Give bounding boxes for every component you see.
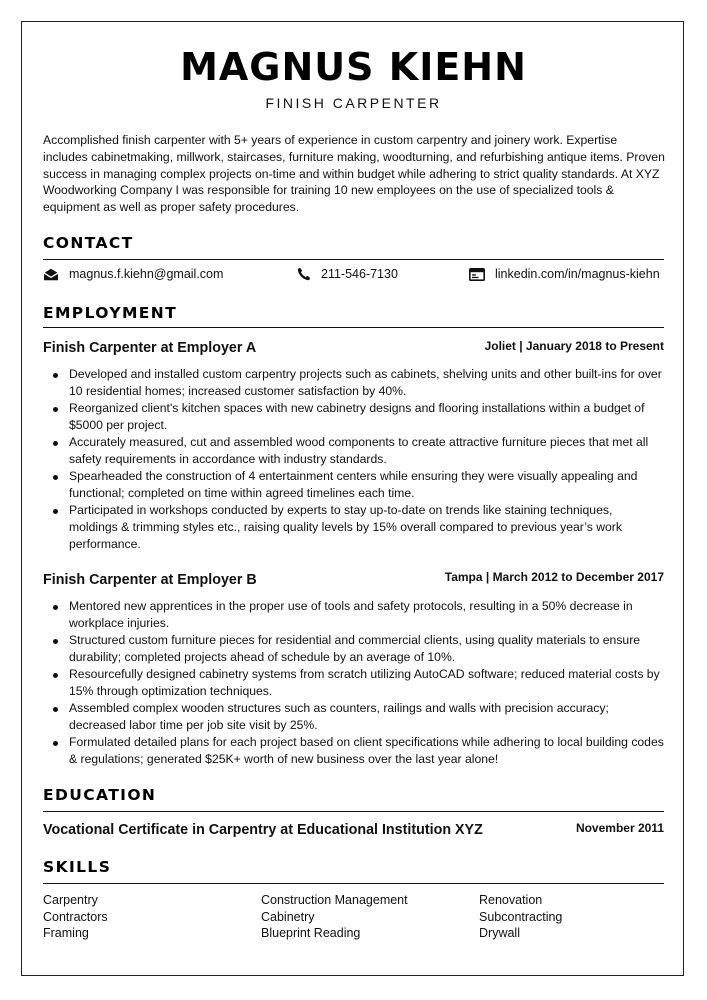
employment-heading: EMPLOYMENT: [43, 304, 178, 322]
list-item: Reorganized client's kitchen spaces with new cabinetry designs and flooring installations within a budget of $5000 per project.: [43, 400, 664, 434]
list-item: Assembled complex wooden structures such as counters, railings and walls with precision accuracy; decreased labor time per job site visit by 25%.: [43, 700, 664, 734]
education-heading: EDUCATION: [43, 786, 157, 804]
list-item: Resourcefully designed cabinetry systems from scratch utilizing AutoCAD software; reduced material costs by 15% through optimization techniques.: [43, 666, 664, 700]
skill-item: Contractors: [43, 909, 108, 924]
email-text: magnus.f.kiehn@gmail.com: [69, 267, 224, 281]
list-item: Formulated detailed plans for each project based on client specifications while adhering to local building codes & regulations; generated $25K+ worth of new business over the last year alone!: [43, 734, 664, 768]
list-item: Accurately measured, cut and assembled wood components to create attractive furniture pieces that met all safety requirements in accordance with industry standards.: [43, 434, 664, 468]
linkedin-text: linkedin.com/in/magnus-kiehn: [495, 267, 660, 281]
candidate-title: FINISH CARPENTER: [265, 95, 442, 111]
skills-list: [43, 892, 703, 942]
education-date: November 2011: [575, 821, 664, 835]
phone-text: 211-546-7130: [321, 267, 398, 281]
education-divider: [43, 811, 664, 812]
job-title-b: Finish Carpenter at Employer B: [43, 572, 257, 588]
skill-item: Renovation: [479, 893, 543, 907]
candidate-name: MAGNUS KIEHN: [180, 45, 527, 89]
list-item: Spearheaded the construction of 4 entertainment centers while ensuring they were visually appealing and functional; completed on time within agreed timelines each time.: [43, 468, 664, 502]
employment-divider: [43, 327, 664, 328]
job-bullets-b: [43, 598, 664, 768]
contact-heading: CONTACT: [43, 234, 134, 252]
job-meta-a: Joliet | January 2018 to Present: [484, 339, 664, 353]
list-item: Developed and installed custom carpentry projects such as cabinets, shelving units and other built-ins for over 10 residential homes; increased customer satisfaction by 40%.: [43, 366, 664, 400]
skill-item: Construction Management: [261, 893, 408, 907]
id-card-icon: [469, 268, 485, 281]
list-item: Mentored new apprentices in the proper use of tools and safety protocols, resulting in a 50% decrease in workplace injuries.: [43, 598, 664, 632]
skills-divider: [43, 883, 664, 884]
job-meta-b: Tampa | March 2012 to December 2017: [444, 570, 664, 584]
contact-divider: [43, 259, 664, 260]
skills-heading: SKILLS: [43, 858, 112, 876]
skill-item: Subcontracting: [479, 909, 563, 924]
skill-item: Framing: [43, 926, 89, 941]
email-icon: [43, 268, 59, 281]
skill-item: Carpentry: [43, 893, 98, 907]
education-degree: Vocational Certificate in Carpentry at Educational Institution XYZ: [43, 822, 483, 838]
list-item: Structured custom furniture pieces for residential and commercial clients, using quality materials to ensure durability; completed projects ahead of schedule by an average of 10%.: [43, 632, 664, 666]
contact-email[interactable]: [43, 267, 223, 281]
job-title-a: Finish Carpenter at Employer A: [43, 340, 257, 356]
phone-icon: [297, 267, 311, 281]
summary-paragraph: Accomplished finish carpenter with 5+ years of experience in custom carpentry and joinery work. Expertise includes cabinetmaking, millwork, staircases, furniture making, woodturning, and refurbishing antique items. Proven success in managing complex projects on-time and within budget while adhering to strict quality standards. At XYZ Woodworking Company I was responsible for training 10 new employees on the use of specialized tools & equipment as well as proper safety procedures.: [43, 133, 665, 215]
skill-item: Cabinetry: [261, 909, 315, 924]
contact-linkedin[interactable]: [469, 267, 660, 281]
contact-phone[interactable]: [297, 267, 398, 281]
list-item: Participated in workshops conducted by experts to stay up-to-date on trends like staining techniques, moldings & trimming styles etc., raising quality levels by 15% overall compared to previous year’s work performance.: [43, 502, 664, 553]
skill-item: Blueprint Reading: [261, 926, 361, 941]
skill-item: Drywall: [479, 926, 520, 941]
job-bullets-a: [43, 366, 664, 553]
